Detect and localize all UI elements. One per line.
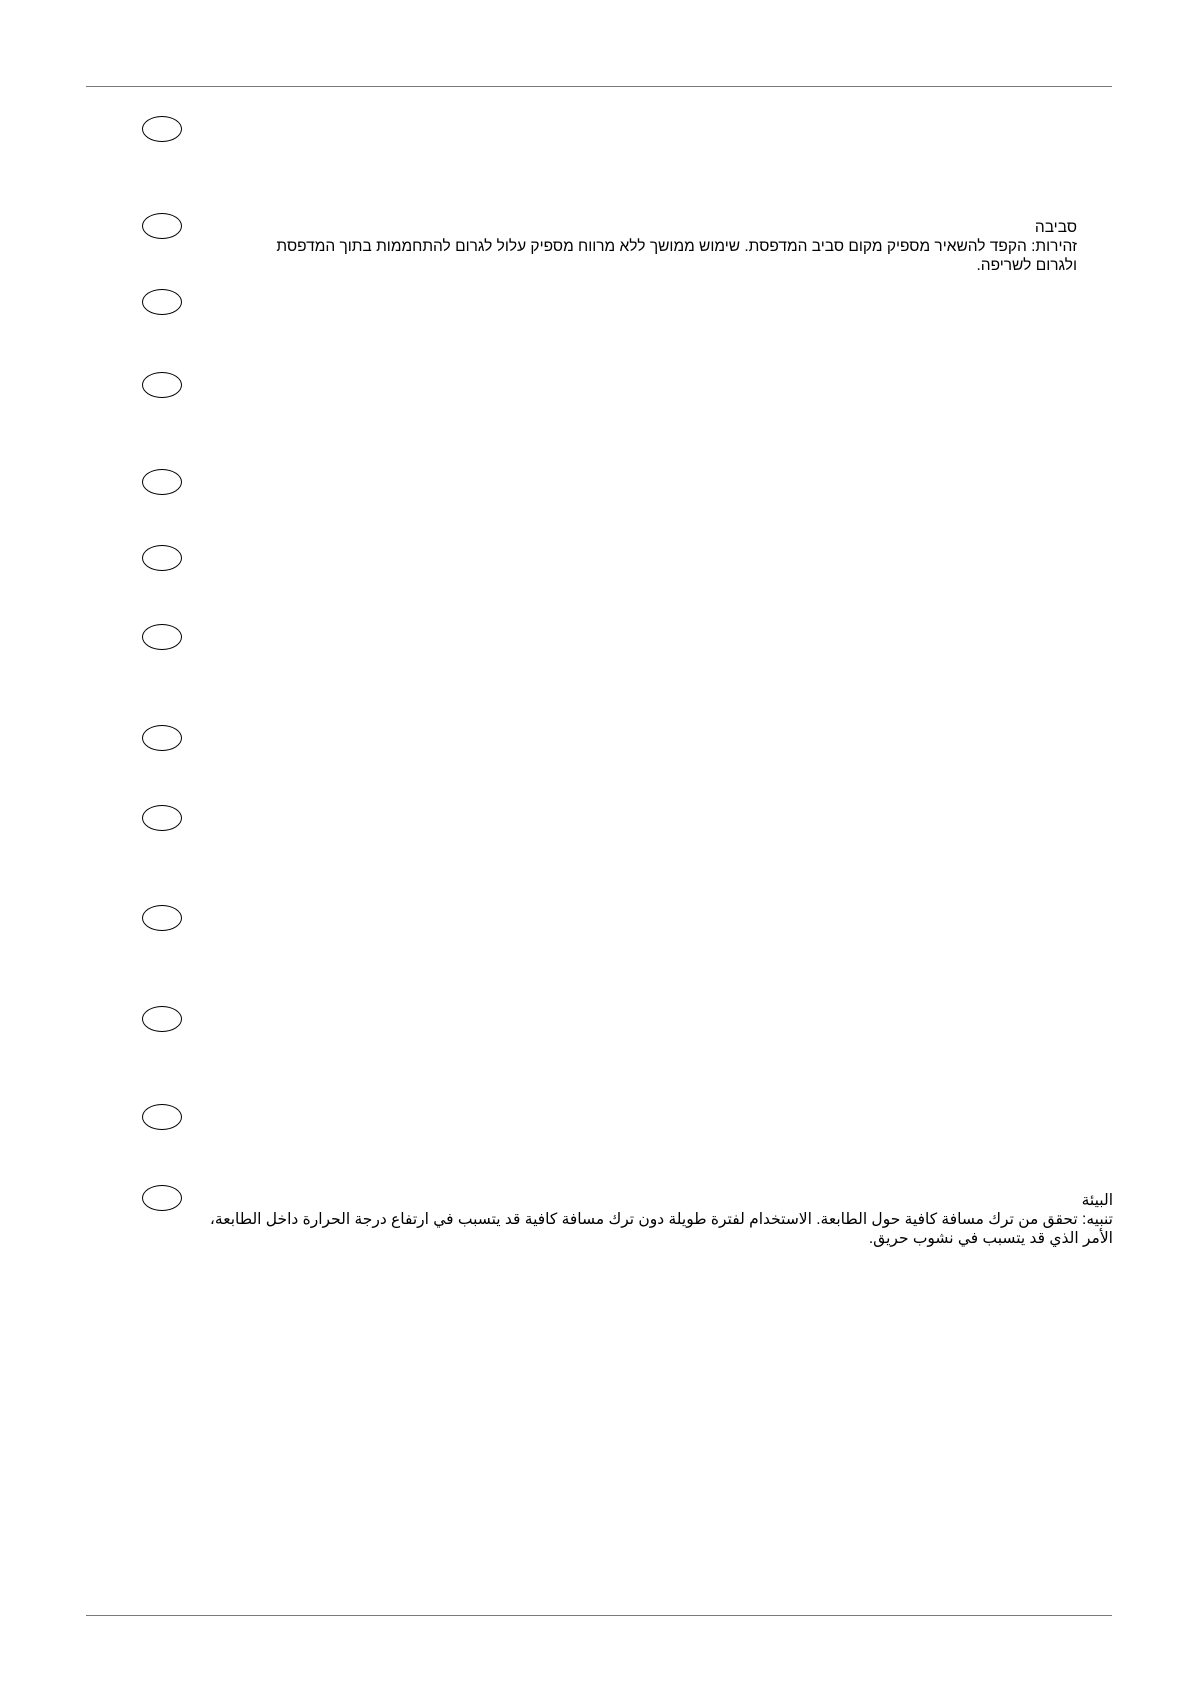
language-marker-oval [142, 725, 182, 751]
language-marker-oval [142, 545, 182, 571]
caution-text: تنبيه: تحقق من ترك مسافة كافية حول الطابعة. الاستخدام لفترة طويلة دون ترك مسافة كافية قد يتسبب في ارتفاع درجة الحرارة داخل الطابعة، الأمر الذي قد يتسبب في نشوب حريق. [209, 1211, 1113, 1247]
language-marker-oval [142, 213, 182, 239]
footer-rule [86, 1615, 1112, 1616]
language-marker-oval [142, 905, 182, 931]
language-marker-oval [142, 116, 182, 142]
language-marker-oval [142, 372, 182, 398]
language-marker-oval [142, 469, 182, 495]
section-heading: סביבה [1034, 219, 1077, 236]
section-heading: البيئة [1081, 1192, 1113, 1209]
arabic-environment-section [188, 1191, 1113, 1248]
language-marker-oval [142, 1104, 182, 1130]
language-marker-oval [142, 624, 182, 650]
language-marker-oval [142, 289, 182, 315]
header-rule [86, 86, 1112, 87]
language-marker-oval [142, 1006, 182, 1032]
hebrew-environment-section [267, 218, 1077, 275]
language-marker-oval [142, 1185, 182, 1211]
caution-text: זהירות: הקפד להשאיר מספיק מקום סביב המדפסת. שימוש ממושך ללא מרווח מספיק עלול לגרום להתחממות בתוך המדפסת ולגרום לשריפה. [276, 238, 1077, 274]
language-marker-oval [142, 805, 182, 831]
